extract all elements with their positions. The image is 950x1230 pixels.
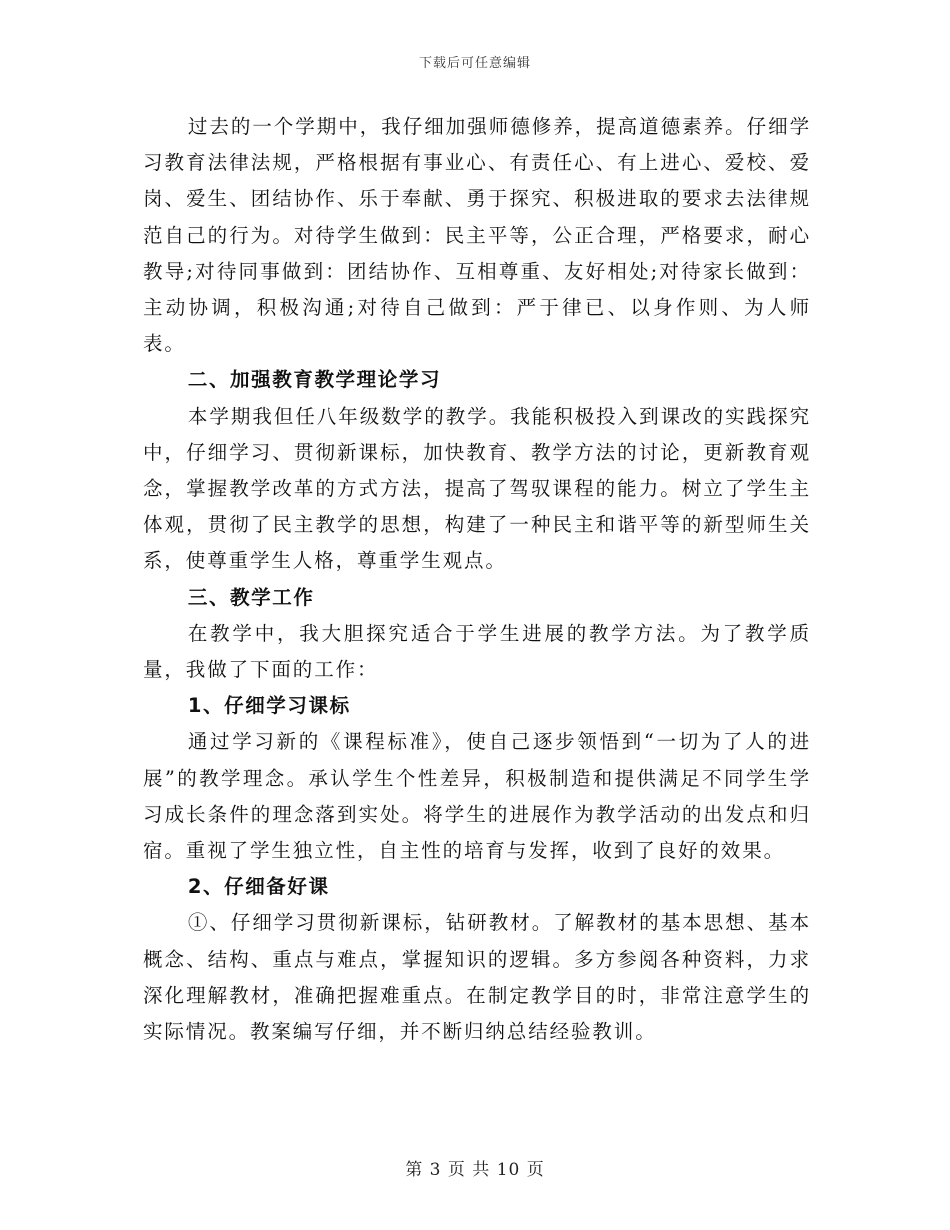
paragraph-lesson-prep: ①、仔细学习贯彻新课标，钻研教材。了解教材的基本思想、基本概念、结构、重点与难点，掌握知识的逻辑。多方参阅各种资料，力求深化理解教材，准确把握难重点。在制定教学目的时，非常注意学生的实际情况。教案编写仔细，并不断归纳总结经验教训。 — [143, 911, 811, 1044]
paragraph-theory: 本学期我但任八年级数学的教学。我能积极投入到课改的实践探究中，仔细学习、贯彻新课标，加快教育、教学方法的讨论，更新教育观念，掌握教学改革的方式方法，提高了驾驭课程的能力。树立了学生主体观，贯彻了民主教学的思想，构建了一种民主和谐平等的新型师生关系，使尊重学生人格，尊重学生观点。 — [143, 404, 811, 573]
subheading-curriculum-standard: 1、仔细学习课标 — [187, 694, 351, 718]
page-header-note: 下载后可任意编辑 — [418, 56, 531, 71]
subheading-lesson-prep: 2、仔细备好课 — [187, 875, 330, 899]
page-number-footer: 第 3 页 共 10 页 — [405, 1160, 545, 1180]
paragraph-curriculum-standard: 通过学习新的《课程标准》，使自己逐步领悟到“一切为了人的进展”的教学理念。承认学生个性差异，积极制造和提供满足不同学生学习成长条件的理念落到实处。将学生的进展作为教学活动的出发点和归宿。重视了学生独立性，自主性的培育与发挥，收到了良好的效果。 — [143, 730, 811, 863]
section-heading-theory: 二、加强教育教学理论学习 — [187, 368, 442, 392]
paragraph-ethics: 过去的一个学期中，我仔细加强师德修养，提高道德素养。仔细学习教育法律法规，严格根据有事业心、有责任心、有上进心、爱校、爱岗、爱生、团结协作、乐于奉献、勇于探究、积极进取的要求去法律规范自己的行为。对待学生做到：民主平等，公正合理，严格要求，耐心教导;对待同事做到：团结协作、互相尊重、友好相处;对待家长做到：主动协调，积极沟通;对待自己做到：严于律已、以身作则、为人师表。 — [143, 115, 811, 356]
paragraph-teaching-intro: 在教学中，我大胆探究适合于学生进展的教学方法。为了教学质量，我做了下面的工作： — [143, 621, 811, 682]
document-body — [143, 109, 811, 1050]
section-heading-teaching: 三、教学工作 — [187, 585, 315, 609]
